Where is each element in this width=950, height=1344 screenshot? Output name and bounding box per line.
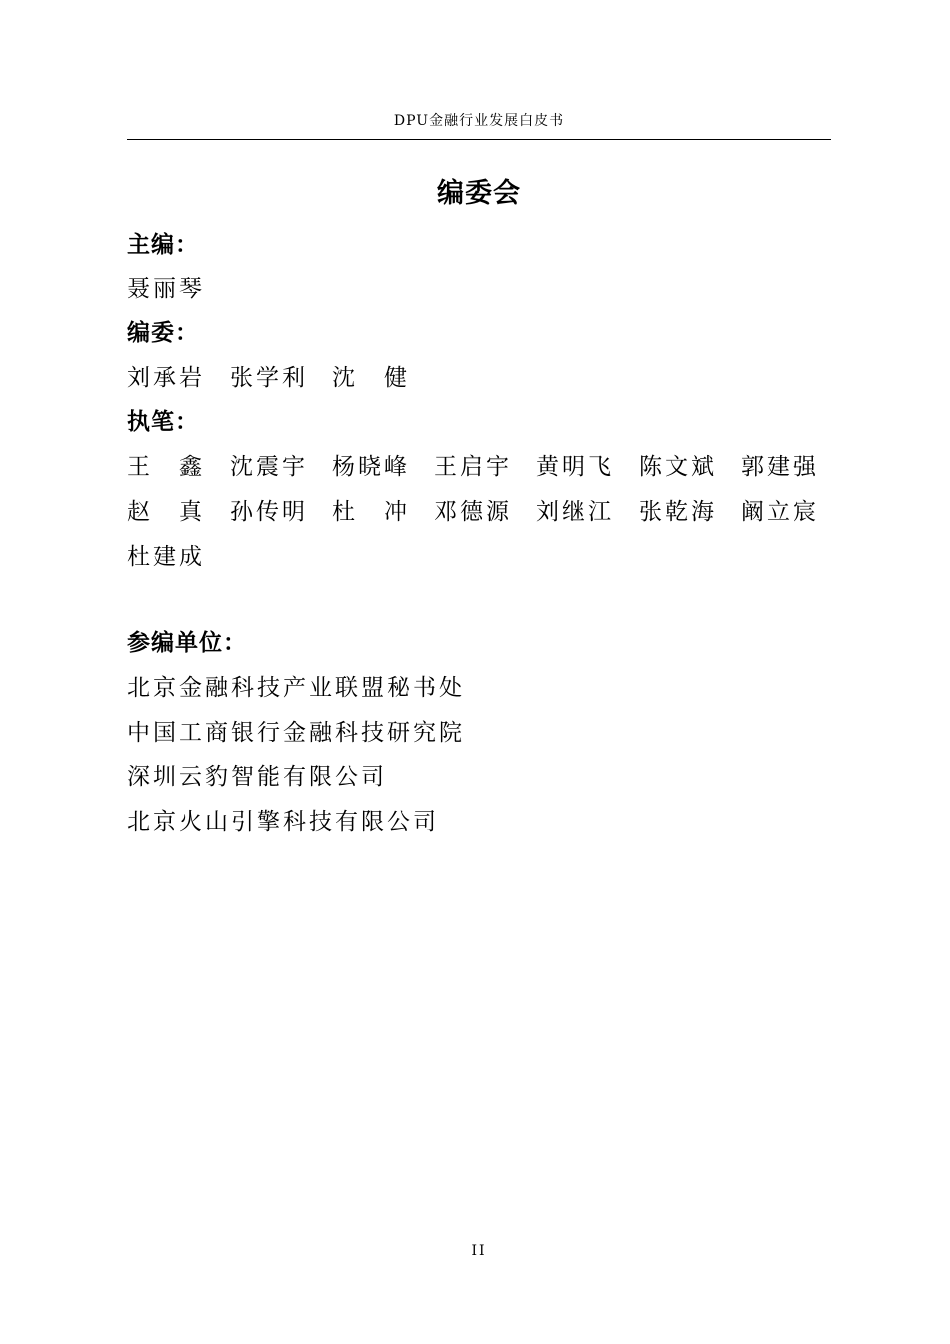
running-header: DPU金融行业发展白皮书 bbox=[393, 113, 565, 129]
writer-name: 杜 建 成 bbox=[127, 544, 202, 570]
writer-name: 王 启 宇 bbox=[434, 454, 509, 480]
chief-editor-heading: 主编： bbox=[127, 232, 199, 258]
header-rule bbox=[127, 139, 831, 140]
participating-unit: 深圳云豹智能有限公司 bbox=[127, 764, 387, 790]
page-number: II bbox=[471, 1243, 487, 1259]
writers-row-3 bbox=[127, 538, 847, 568]
writer-name: 杨 晓 峰 bbox=[332, 454, 407, 480]
writer-name: 孙 传 明 bbox=[230, 499, 305, 525]
writer-name: 邓 德 源 bbox=[434, 499, 509, 525]
chief-editor-name: 聂丽琴 bbox=[127, 276, 205, 302]
participating-unit: 中国工商银行金融科技研究院 bbox=[127, 720, 465, 746]
page-title: 编委会 bbox=[437, 178, 521, 209]
writer-name: 黄 明 飞 bbox=[536, 454, 611, 480]
writer-name: 郭 建 强 bbox=[741, 454, 816, 480]
writer-name: 阚 立 宸 bbox=[741, 499, 816, 525]
writer-name: 刘 继 江 bbox=[536, 499, 611, 525]
participating-units-heading: 参编单位： bbox=[127, 630, 247, 656]
writers-heading: 执笔： bbox=[127, 409, 199, 435]
editorial-board-member: 刘 承 岩 bbox=[127, 365, 202, 391]
writer-name: 赵 真 bbox=[127, 499, 202, 525]
editorial-board-heading: 编委： bbox=[127, 320, 199, 346]
writers-row-2 bbox=[127, 493, 847, 523]
editorial-board-member: 沈 健 bbox=[332, 365, 407, 391]
participating-unit: 北京金融科技产业联盟秘书处 bbox=[127, 675, 465, 701]
writer-name: 王 鑫 bbox=[127, 454, 202, 480]
editorial-board-row bbox=[127, 359, 847, 389]
writer-name: 沈 震 宇 bbox=[230, 454, 305, 480]
writers-row-1 bbox=[127, 448, 847, 478]
participating-unit: 北京火山引擎科技有限公司 bbox=[127, 809, 439, 835]
writer-name: 张 乾 海 bbox=[639, 499, 714, 525]
editorial-board-member: 张 学 利 bbox=[230, 365, 305, 391]
writer-name: 陈 文 斌 bbox=[639, 454, 714, 480]
writer-name: 杜 冲 bbox=[332, 499, 407, 525]
